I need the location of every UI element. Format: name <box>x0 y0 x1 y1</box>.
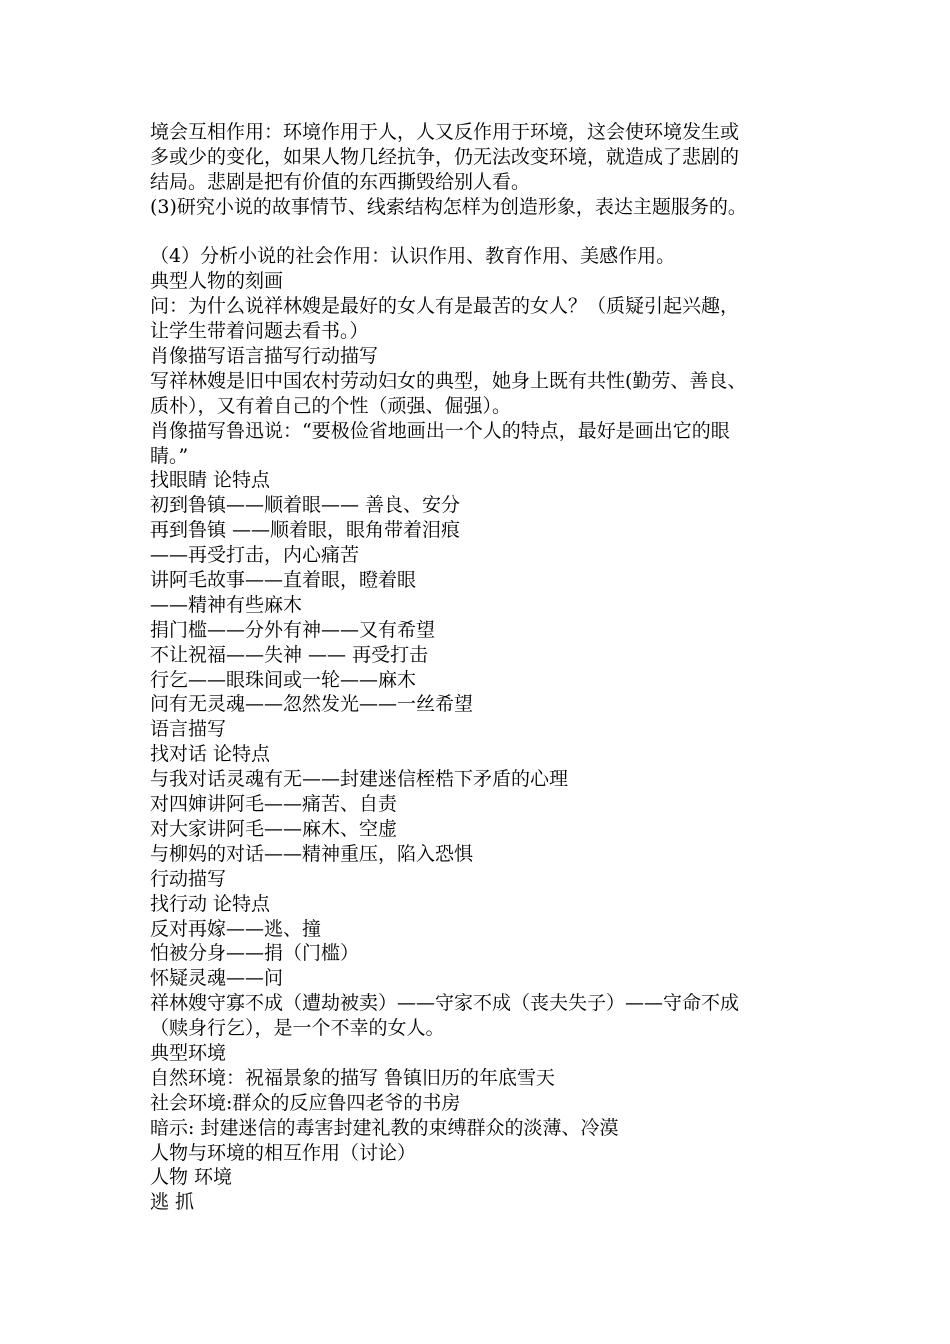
text-line: 找行动 论特点 <box>150 892 271 915</box>
text-line: (3)研究小说的故事情节、线索结构怎样为创造形象，表达主题服务的。 <box>150 195 747 218</box>
text-line: 对大家讲阿毛——麻木、空虚 <box>150 817 398 840</box>
text-line: 多或少的变化，如果人物几经抗争，仍无法改变环境，就造成了悲剧的 <box>150 145 740 168</box>
text-line: 找对话 论特点 <box>150 743 271 766</box>
text-line: 行动描写 <box>150 867 227 890</box>
text-line: 写祥林嫂是旧中国农村劳动妇女的典型，她身上既有共性(勤劳、善良、 <box>150 369 747 392</box>
text-line: 行乞——眼珠间或一轮——麻木 <box>150 668 417 691</box>
text-line: 讲阿毛故事——直着眼，瞪着眼 <box>150 569 417 592</box>
text-line: （赎身行乞），是一个不幸的女人。 <box>150 1017 445 1040</box>
text-line: 找眼睛 论特点 <box>150 469 271 492</box>
text-line: ——再受打击，内心痛苦 <box>150 544 360 567</box>
text-line: 捐门槛——分外有神——又有希望 <box>150 618 436 641</box>
text-line: 人物 环境 <box>150 1166 233 1189</box>
text-line: 祥林嫂守寡不成（遭劫被卖）——守家不成（丧夫失子）——守命不成 <box>150 992 740 1015</box>
text-line: 不让祝福——失神 —— 再受打击 <box>150 643 429 666</box>
text-line: 境会互相作用：环境作用于人，人又反作用于环境，这会使环境发生或 <box>150 121 740 143</box>
text-line: 反对再嫁——逃、撞 <box>150 917 322 940</box>
text-line: 让学生带着问题去看书。） <box>150 320 369 343</box>
text-line: 怕被分身——捐（门槛） <box>150 942 360 965</box>
text-line: （4）分析小说的社会作用：认识作用、教育作用、美感作用。 <box>150 245 676 268</box>
text-line: 肖像描写语言描写行动描写 <box>150 345 379 368</box>
text-line: 对四婶讲阿毛——痛苦、自责 <box>150 793 398 816</box>
text-line: 人物与环境的相互作用（讨论） <box>150 1141 417 1164</box>
text-line: 自然环境：祝福景象的描写 鲁镇旧历的年底雪天 <box>150 1066 556 1089</box>
text-line: 初到鲁镇——顺着眼—— 善良、安分 <box>150 494 461 517</box>
text-line: 问有无灵魂——忽然发光——一丝希望 <box>150 693 474 716</box>
text-line: 质朴），又有着自己的个性（顽强、倔强）。 <box>150 394 512 417</box>
text-line: 语言描写 <box>150 718 227 741</box>
text-line: 暗示: 封建迷信的毒害封建礼教的束缚群众的淡薄、冷漠 <box>150 1116 619 1139</box>
text-line: 社会环境:群众的反应鲁四老爷的书房 <box>150 1091 461 1114</box>
text-line: 问：为什么说祥林嫂是最好的女人有是最苦的女人？（质疑引起兴趣， <box>150 295 740 318</box>
text-line: 与我对话灵魂有无——封建迷信桎梏下矛盾的心理 <box>150 768 569 791</box>
text-line: 肖像描写鲁迅说：“要极俭省地画出一个人的特点，最好是画出它的眼 <box>150 419 730 442</box>
text-line: 结局。悲剧是把有价值的东西撕毁给别人看。 <box>150 170 531 193</box>
text-line: 再到鲁镇 ——顺着眼，眼角带着泪痕 <box>150 519 461 542</box>
text-line: 怀疑灵魂——问 <box>150 967 284 990</box>
text-line: 睛。” <box>150 444 189 467</box>
text-line: 与柳妈的对话——精神重压，陷入恐惧 <box>150 842 474 865</box>
document-page <box>150 120 820 1215</box>
text-line: 逃 抓 <box>150 1191 195 1214</box>
blank-line <box>150 220 820 245</box>
text-line: 典型环境 <box>150 1041 227 1064</box>
text-line: ——精神有些麻木 <box>150 593 303 616</box>
text-line: 典型人物的刻画 <box>150 270 284 293</box>
